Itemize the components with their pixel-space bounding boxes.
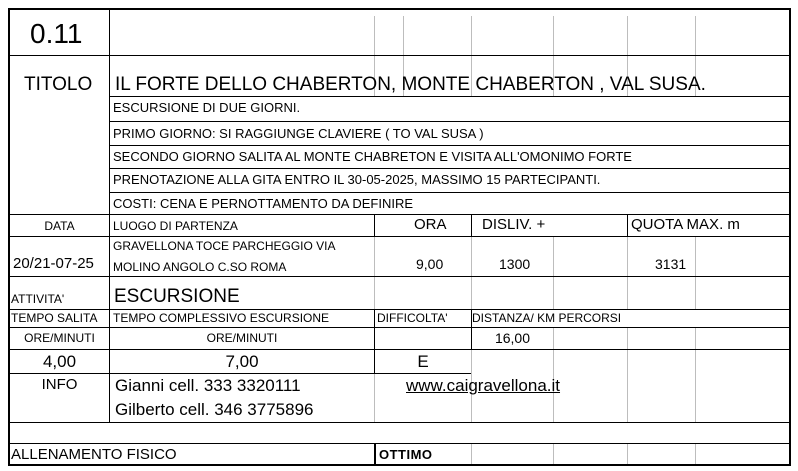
attivita-value: ESCURSIONE [114,286,240,307]
info-label: INFO [41,376,78,393]
unit-complessivo: ORE/MINUTI [206,331,278,345]
value-tempo-salita: 4,00 [42,352,77,371]
header-distanza: DISTANZA/ KM PERCORSI [472,311,622,325]
attivita-label: ATTIVITA' [11,292,65,306]
value-difficolta: E [417,352,429,371]
value-quota: 3131 [655,256,687,272]
desc-line-5: COSTI: CENA E PERNOTTAMENTO DA DEFINIRE [113,196,414,211]
value-ora: 9,00 [416,256,444,272]
header-difficolta: DIFFICOLTA' [377,311,448,325]
record-code: 0.11 [30,18,83,49]
contact-line-1: Gianni cell. 333 3320111 [115,376,301,395]
header-luogo: LUOGO DI PARTENZA [113,219,238,233]
allenamento-value: OTTIMO [379,447,433,462]
header-quota: QUOTA MAX. m [631,216,740,233]
header-ora: ORA [414,216,447,233]
unit-salita: ORE/MINUTI [24,331,95,345]
value-disliv: 1300 [499,256,531,272]
titolo-value: IL FORTE DELLO CHABERTON, MONTE CHABERTON , VAL SUSA. [115,74,706,95]
contact-line-2: Gilberto cell. 346 3775896 [115,400,314,419]
titolo-label: TITOLO [24,74,93,95]
desc-line-3: SECONDO GIORNO SALITA AL MONTE CHABRETON E VISITA ALL'OMONIMO FORTE [113,149,632,164]
value-distanza: 16,00 [494,330,531,346]
value-data: 20/21-07-25 [13,255,94,272]
desc-line-4: PRENOTAZIONE ALLA GITA ENTRO IL 30-05-2025, MASSIMO 15 PARTECIPANTI. [113,172,601,187]
header-tempo-salita: TEMPO SALITA [11,311,98,325]
value-luogo-line-2: MOLINO ANGOLO C.SO ROMA [113,260,287,274]
value-tempo-complessivo: 7,00 [225,352,259,371]
desc-line-1: ESCURSIONE DI DUE GIORNI. [113,100,301,115]
desc-line-2: PRIMO GIORNO: SI RAGGIUNGE CLAVIERE ( TO VAL SUSA ) [113,126,484,141]
allenamento-label: ALLENAMENTO FISICO [11,446,177,463]
website-link[interactable]: www.caigravellona.it [406,376,561,395]
header-disliv: DISLIV. + [482,216,546,233]
value-luogo-line-1: GRAVELLONA TOCE PARCHEGGIO VIA [113,239,336,253]
header-data: DATA [44,219,75,233]
header-tempo-complessivo: TEMPO COMPLESSIVO ESCURSIONE [113,311,330,325]
